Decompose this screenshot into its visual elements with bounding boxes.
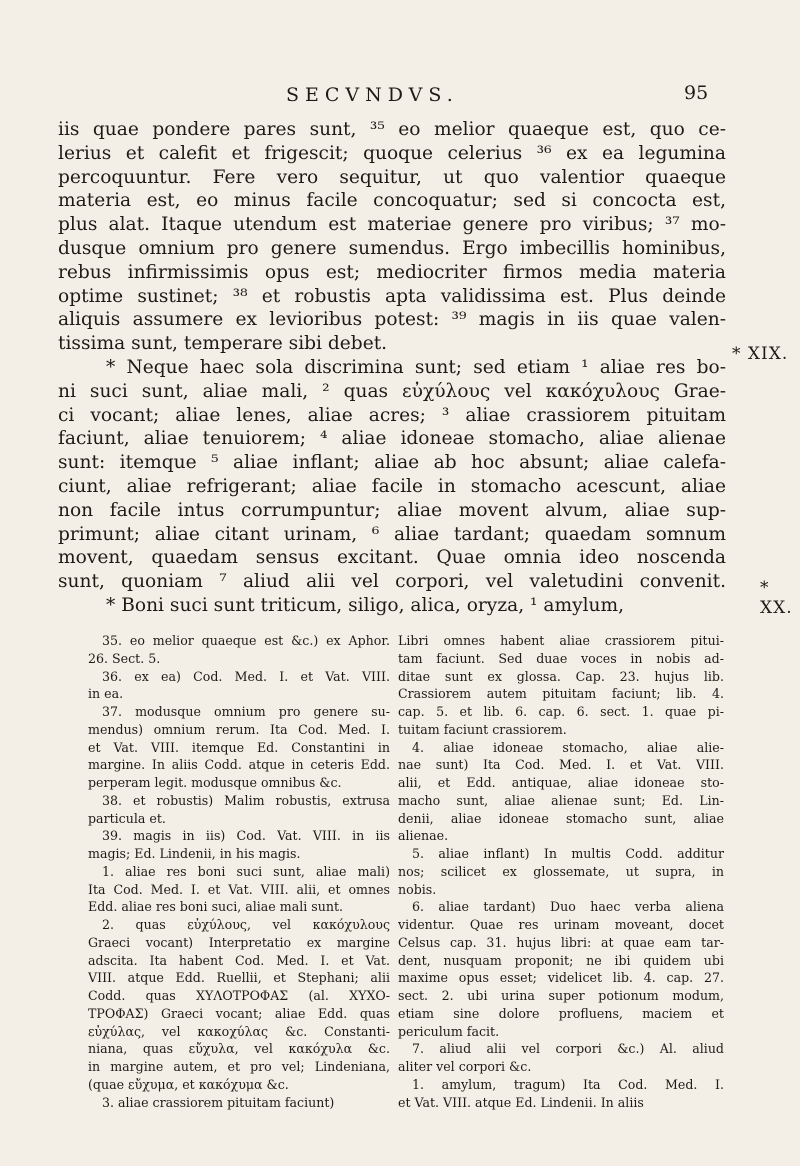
text-line: sunt, quoniam ⁷ aliud alii vel corpori, vel valetudini convenit. (58, 571, 726, 593)
text-line: plus alat. Itaque utendum est materiae genere pro viribus; ³⁷ mo- (58, 214, 726, 236)
text-line: materia est, eo minus facile concoquatur; sed si concocta est, (58, 190, 726, 212)
footnote-line: εὐχύλας, vel κακοχύλας &c. Constanti- (88, 1023, 390, 1039)
footnote-line: ditae sunt ex glossa. Cap. 23. hujus lib. (398, 668, 724, 684)
footnote-line: Codd. quas ΧΥΛΟΤΡΟΦΑΣ (al. ΧΥΧΟ- (88, 988, 390, 1003)
footnote-line: ΤΡΟΦΑΣ) Graeci vocant; aliae Edd. quas (88, 1005, 390, 1021)
margin-chapter-marker-xix: * XIX. (732, 344, 789, 364)
text-line: dusque omnium pro genere sumendus. Ergo imbecillis hominibus, (58, 237, 726, 259)
text-line: movent, quaedam sensus excitant. Quae omnia ideo noscenda (58, 547, 726, 569)
text-line: non facile intus corrumpuntur; aliae movent alvum, aliae sup- (58, 499, 726, 521)
footnote-line: 1. amylum, tragum) Ita Cod. Med. I. (412, 1076, 724, 1092)
text-line: ciunt, aliae refrigerant; aliae facile in stomacho acescunt, aliae (58, 475, 726, 497)
footnote-line: 3. aliae crassiorem pituitam faciunt) (102, 1094, 335, 1110)
footnote-line: 5. aliae inflant) In multis Codd. additur (412, 846, 724, 861)
footnote-line: alii, et Edd. antiquae, aliae idoneae sto- (398, 775, 724, 790)
footnote-line: cap. 5. et lib. 6. cap. 6. sect. 1. quae pi- (398, 704, 724, 719)
footnote-line: adscita. Ita habent Cod. Med. I. et Vat. (88, 952, 390, 968)
text-line: rebus infirmissimis opus est; mediocriter firmos media materia (58, 261, 726, 283)
footnote-line: 2. quas εὐχύλους, vel κακόχυλους (102, 917, 390, 932)
footnote-line: in ea. (88, 686, 124, 702)
main-text (58, 118, 726, 618)
footnote-line: magis; Ed. Lindenii, in his magis. (88, 846, 301, 861)
footnote-line: videntur. Quae res urinam moveant, docet (398, 917, 724, 932)
running-title: SECVNDVS. (286, 84, 459, 106)
footnote-line: maxime opus esset; videlicet lib. 4. cap. 27. (398, 970, 724, 986)
footnote-line: 38. et robustis) Malim robustis, extrusa (102, 792, 390, 808)
footnote-line: margine. In aliis Codd. atque in ceteris Edd. (88, 757, 390, 773)
footnote-line: macho sunt, aliae alienae sunt; Ed. Lin- (398, 792, 724, 808)
footnote-line: Graeci vocant) Interpretatio ex margine (88, 934, 390, 950)
footnote-line: mendus) omnium rerum. Ita Cod. Med. I. (88, 721, 390, 737)
footnote-line: periculum facit. (398, 1023, 500, 1039)
footnote-line: 39. magis in iis) Cod. Vat. VIII. in iis (102, 828, 390, 844)
footnote-line: niana, quas εὔχυλα, vel κακόχυλα &c. (88, 1041, 390, 1057)
footnote-line: 35. eo melior quaeque est &c.) ex Aphor. (102, 633, 390, 648)
text-line: * Boni suci sunt triticum, siligo, alica, oryza, ¹ amylum, (106, 594, 625, 616)
text-line: lerius et calefit et frigescit; quoque celerius ³⁶ ex ea legumina (58, 142, 726, 164)
text-line: ci vocant; aliae lenes, aliae acres; ³ aliae crassiorem pituitam (58, 404, 726, 426)
text-line: * Neque haec sola discrimina sunt; sed etiam ¹ aliae res bo- (106, 356, 726, 378)
text-line: sunt: itemque ⁵ aliae inflant; aliae ab hoc absunt; aliae calefa- (58, 452, 726, 474)
footnote-line: dent, nusquam proponit; ne ibi quidem ubi (398, 952, 724, 968)
footnote-line: perperam legit. modusque omnibus &c. (88, 775, 342, 790)
footnote-line: nobis. (398, 881, 437, 897)
footnote-line: particula et. (88, 810, 166, 826)
footnote-line: nae sunt) Ita Cod. Med. I. et Vat. VIII. (398, 757, 724, 773)
text-line: ni suci sunt, aliae mali, ² quas εὐχύλους vel κακόχυλους Grae- (58, 380, 726, 402)
footnote-line: tuitam faciunt crassiorem. (398, 721, 567, 737)
text-line: optime sustinet; ³⁸ et robustis apta validissima est. Plus deinde (58, 285, 726, 307)
text-line: primunt; aliae citant urinam, ⁶ aliae tardant; quaedam somnum (58, 523, 726, 545)
footnotes-right-column (398, 632, 724, 1111)
footnote-line: Celsus cap. 31. hujus libri: at quae eam tar- (398, 934, 724, 950)
footnote-line: sect. 2. ubi urina super potionum modum, (398, 988, 724, 1003)
page-number: 95 (684, 82, 709, 104)
footnote-line: Crassiorem autem pituitam faciunt; lib. 4. (398, 686, 724, 702)
text-line: faciunt, aliae tenuiorem; ⁴ aliae idoneae stomacho, aliae alienae (58, 428, 726, 450)
footnote-line: et Vat. VIII. atque Ed. Lindenii. In aliis (398, 1094, 644, 1110)
footnote-line: denii, aliae idoneae stomacho sunt, aliae (398, 810, 724, 826)
footnote-line: 7. aliud alii vel corpori &c.) Al. aliud (412, 1041, 724, 1057)
text-line: aliquis assumere ex levioribus potest: ³⁹ magis in iis quae valen- (58, 309, 726, 331)
footnote-line: 6. aliae tardant) Duo haec verba aliena (412, 899, 724, 915)
footnote-line: 36. ex ea) Cod. Med. I. et Vat. VIII. (102, 668, 390, 684)
footnote-line: 1. aliae res boni suci sunt, aliae mali) (102, 863, 390, 879)
margin-chapter-marker-xx: * XX. (760, 578, 793, 618)
footnote-line: nos; scilicet ex glossemate, ut supra, in (398, 863, 724, 879)
footnotes-left-column (88, 632, 390, 1111)
footnote-line: Edd. aliae res boni suci, aliae mali sunt. (88, 899, 344, 915)
text-line: tissima sunt, temperare sibi debet. (58, 333, 388, 355)
footnote-line: 37. modusque omnium pro genere su- (102, 704, 390, 719)
footnote-line: et Vat. VIII. itemque Ed. Constantini in (88, 739, 390, 755)
text-line: percoquuntur. Fere vero sequitur, ut quo valentior quaeque (58, 166, 726, 188)
footnote-line: Ita Cod. Med. I. et Vat. VIII. alii, et omnes (88, 881, 390, 897)
footnote-line: aliter vel corpori &c. (398, 1059, 532, 1074)
footnote-line: alienae. (398, 828, 449, 844)
footnote-line: 4. aliae idoneae stomacho, aliae alie- (412, 739, 724, 755)
footnote-line: tam faciunt. Sed duae voces in nobis ad- (398, 650, 724, 666)
footnote-line: etiam sine dolore profluens, maciem et (398, 1005, 724, 1021)
footnote-line: (quae εὔχυμα, et κακόχυμα &c. (88, 1076, 289, 1092)
text-line: iis quae pondere pares sunt, ³⁵ eo melior quaeque est, quo ce- (58, 119, 726, 140)
footnote-line: Libri omnes habent aliae crassiorem pitui- (398, 633, 724, 648)
footnote-line: VIII. atque Edd. Ruellii, et Stephani; alii (88, 970, 390, 986)
running-head (0, 84, 800, 114)
footnote-line: 26. Sect. 5. (88, 650, 161, 666)
footnote-line: in margine autem, et pro vel; Lindeniana, (88, 1059, 390, 1074)
